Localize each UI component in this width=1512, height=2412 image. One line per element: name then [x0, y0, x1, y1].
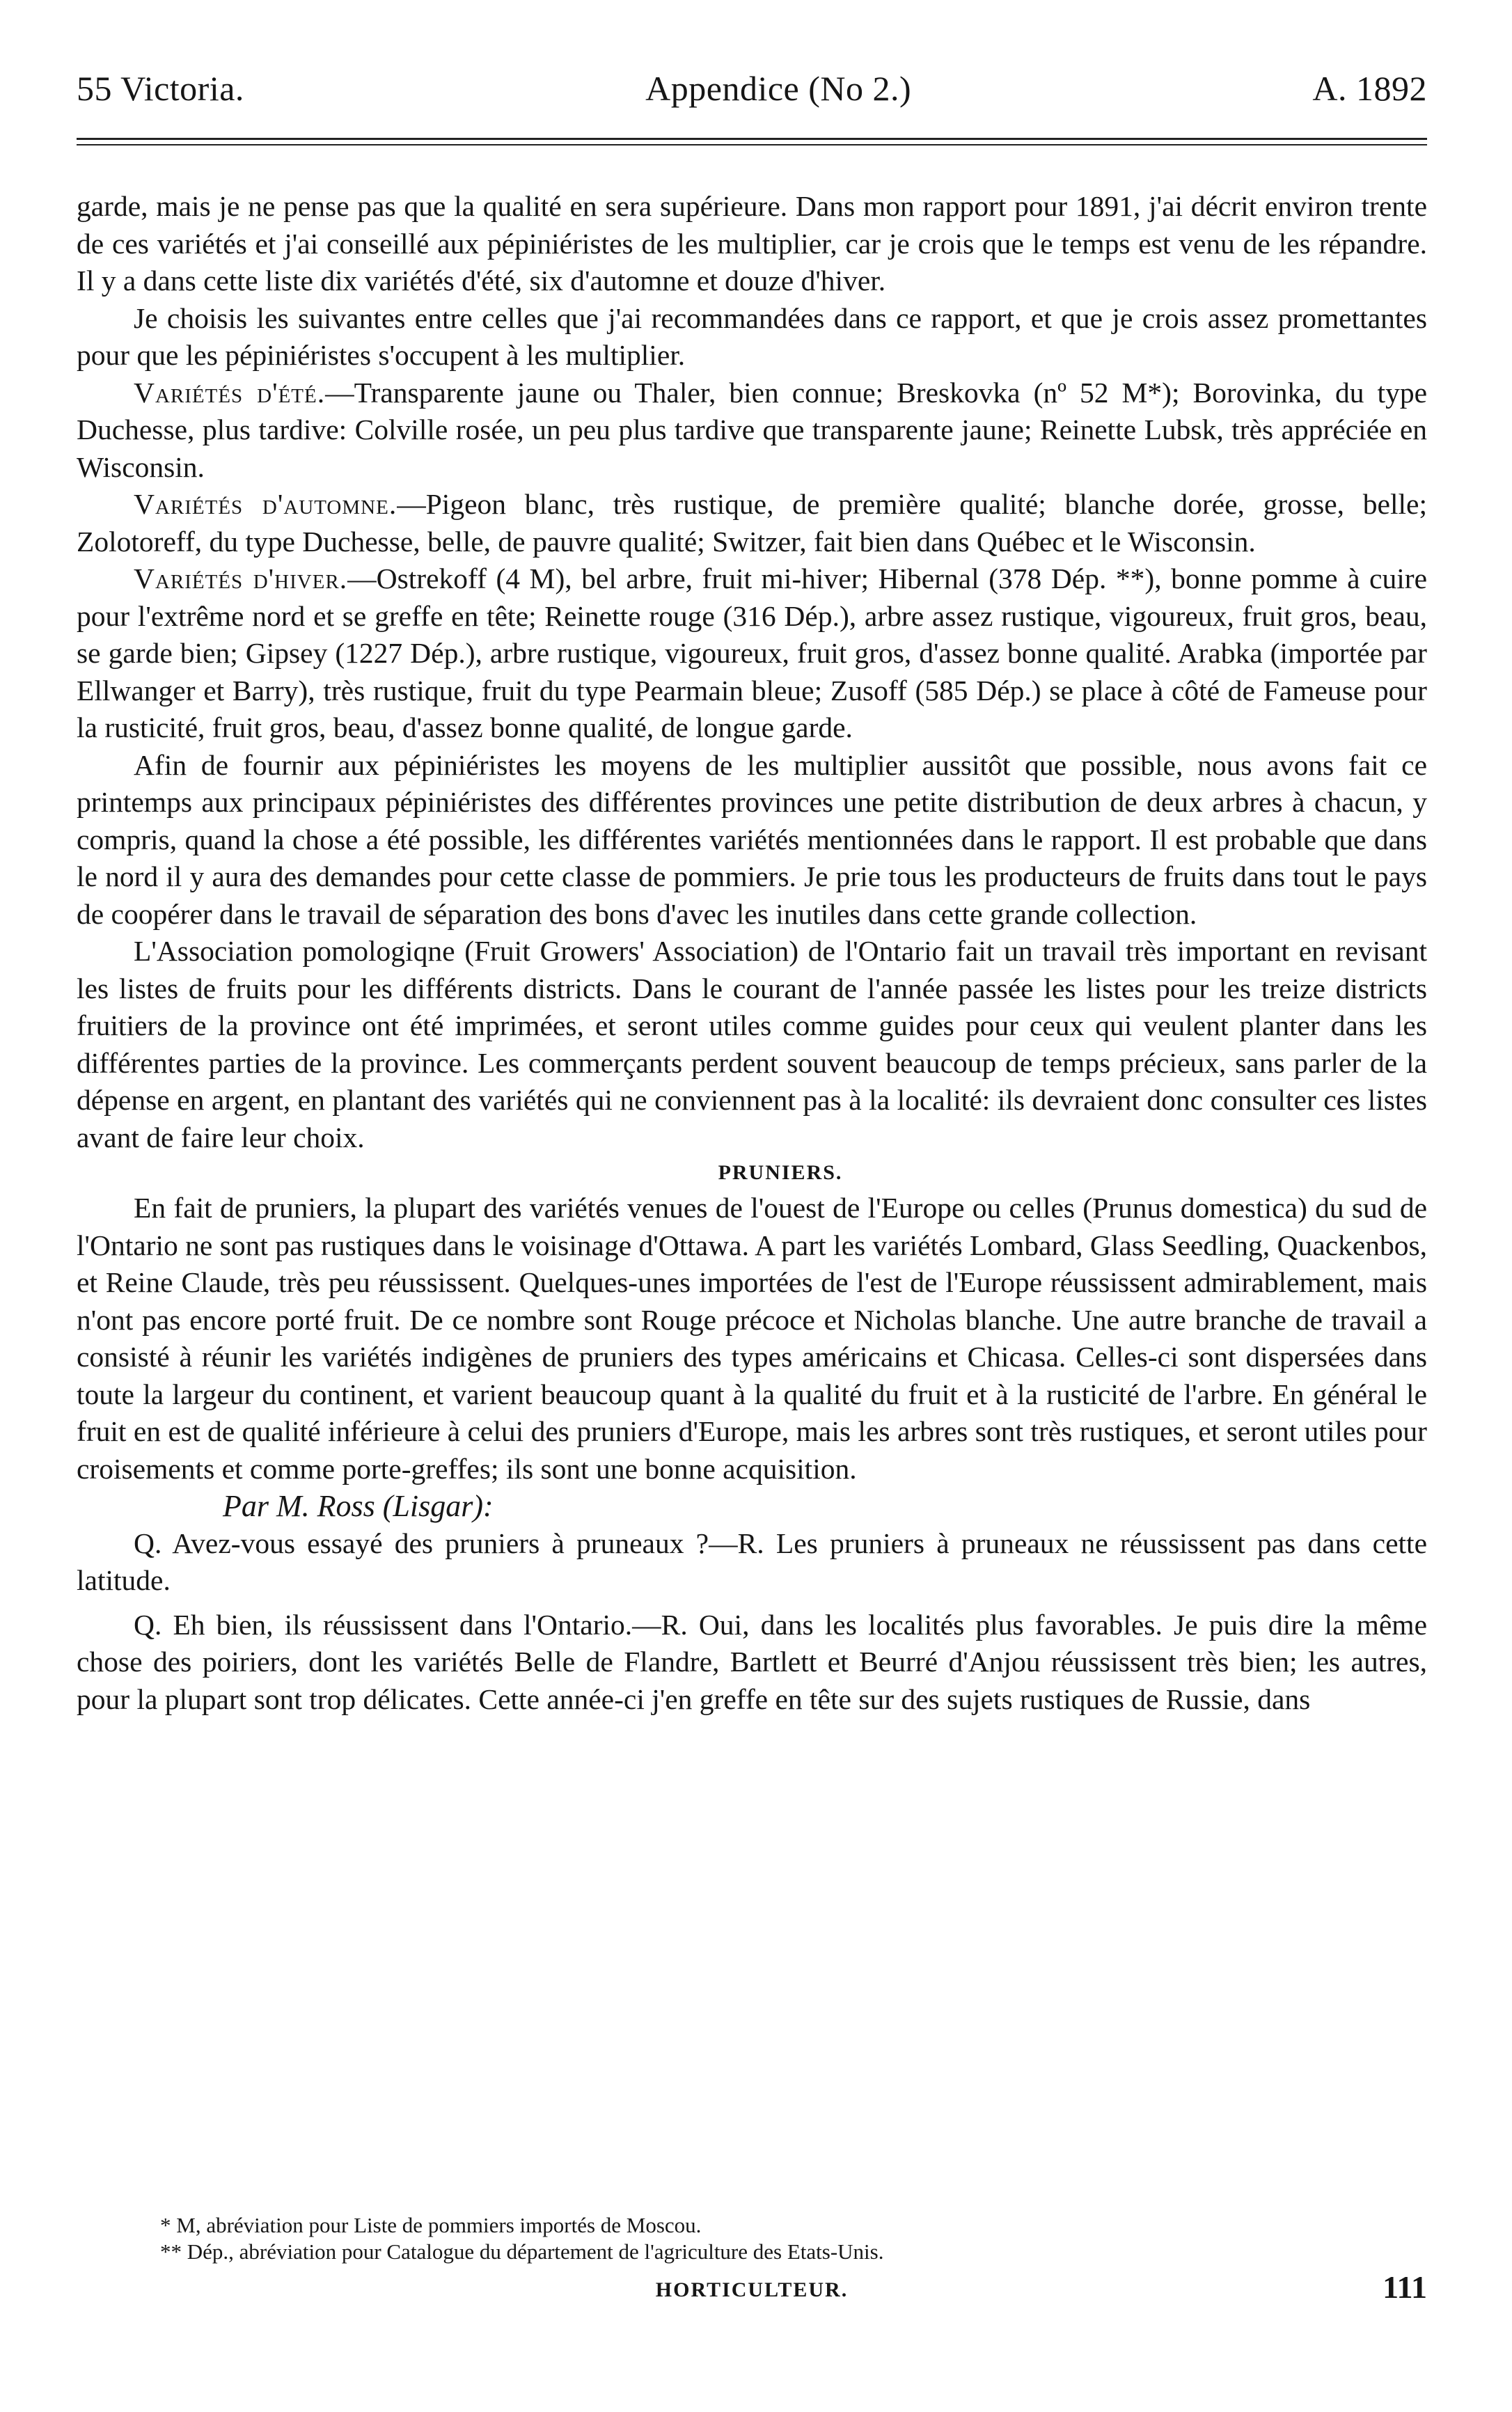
page-number: 111 [1383, 2269, 1427, 2305]
paragraph [77, 486, 1427, 560]
run-in-label: Variétés d'hiver. [134, 562, 348, 594]
paragraph [77, 375, 1427, 487]
running-header [77, 68, 1427, 109]
footnotes [160, 2212, 1344, 2265]
section-heading: PRUNIERS. [718, 1161, 843, 1184]
paragraph-text: —Ostrekoff (4 M), bel arbre, fruit mi-hiver; Hibernal (378 Dép. **), bonne pomme à cuire pour l'extrême nord et se greffe en tête; Reinette rouge (316 Dép.), arbre assez rustique, vigoureux, fruit gros, beau, se garde bien; Gipsey (1227 Dép.), arbre rustique, vigoureux, fruit gros, d'assez bonne qualité. Arabka (importée par Ellwanger et Barry), très rustique, fruit du type Pearmain bleue; Zusoff (585 Dép.) se place à côté de Fameuse pour la rusticité, fruit gros, beau, d'assez bonne qualité, de longue garde. [77, 562, 1427, 743]
run-in-label: Variétés d'été. [134, 376, 326, 409]
speaker-line: Par M. Ross (Lisgar): [223, 1489, 494, 1523]
header-rule-thick [77, 138, 1427, 140]
question-answer: Q. Avez-vous essayé des pruniers à pruneaux ?—R. Les pruniers à pruneaux ne réussissent pas dans cette latitude. [77, 1527, 1427, 1596]
header-session: 55 Victoria. [77, 69, 244, 108]
footnote: * M, abréviation pour Liste de pommiers importés de Moscou. [160, 2213, 702, 2237]
paragraph: Je choisis les suivantes entre celles que j'ai recommandées dans ce rapport, et que je crois assez promettantes pour que les pépiniéristes s'occupent à les multiplier. [77, 301, 1427, 371]
paragraph: Afin de fournir aux pépiniéristes les moyens de les multiplier aussitôt que possible, nous avons fait ce printemps aux principaux pépiniéristes des différentes provinces une petite distribution de deux arbres à chacun, y compris, quand la chose a été possible, les différentes variétés mentionnées dans le rapport. Il est probable que dans le nord il y aura des demandes pour cette classe de pommiers. Je prie tous les producteurs de fruits dans tout le pays de coopérer dans le travail de séparation des bons d'avec les inutiles dans cette grande collection. [77, 748, 1427, 930]
paragraph: garde, mais je ne pense pas que la qualité en sera supérieure. Dans mon rapport pour 1891, j'ai décrit environ trente de ces variétés et j'ai conseillé aux pépiniéristes de les multiplier, car je crois que le temps est venu de les répandre. Il y a dans cette liste dix variétés d'été, six d'automne et douze d'hiver. [77, 190, 1427, 297]
footnote: ** Dép., abréviation pour Catalogue du département de l'agriculture des Etats-Unis. [160, 2239, 884, 2264]
run-in-label: Variétés d'automne. [134, 488, 397, 520]
paragraph-text: —Transparente jaune ou Thaler, bien connue; Breskovka (nº 52 M*); Borovinka, du type Duchesse, plus tardive: Colville rosée, un peu plus tardive que transparente jaune; Reinette Lubsk, très appréciée en Wisconsin. [77, 376, 1427, 483]
question-answer: Q. Eh bien, ils réussissent dans l'Ontario.—R. Oui, dans les localités plus favorables. Je puis dire la même chose des poiriers, dont les variétés Belle de Flandre, Bartlett et Beurré d'Anjou réussissent très bien; les autres, pour la plupart sont trop délicates. Cette année-ci j'en greffe en tête sur des sujets rustiques de Russie, dans [77, 1608, 1427, 1715]
header-rule-thin [77, 144, 1427, 145]
header-appendix: Appendice (No 2.) [645, 69, 912, 108]
paragraph-text: —Pigeon blanc, très rustique, de première qualité; blanche dorée, grosse, belle; Zolotoreff, du type Duchesse, belle, de pauvre qualité; Switzer, fait bien dans Québec et le Wisconsin. [77, 488, 1427, 558]
footer-section-title: HORTICULTEUR. [655, 2278, 849, 2301]
page-footer [77, 2269, 1427, 2315]
body-text [77, 188, 1427, 1718]
header-year: A. 1892 [1312, 69, 1427, 108]
paragraph: En fait de pruniers, la plupart des variétés venues de l'ouest de l'Europe ou celles (Prunus domestica) du sud de l'Ontario ne sont pas rustiques dans le voisinage d'Ottawa. A part les variétés Lombard, Glass Seedling, Quackenbos, et Reine Claude, très peu réussissent. Quelques-unes importées de l'est de l'Europe réussissent admirablement, mais n'ont pas encore porté fruit. De ce nombre sont Rouge précoce et Nicholas blanche. Une autre branche de travail a consisté à réunir les variétés indigènes de pruniers des types américains et Chicasa. Celles-ci sont dispersées dans toute la largeur du continent, et varient beaucoup quant à la qualité du fruit et à la rusticité de l'arbre. En général le fruit en est de qualité inférieure à celui des pruniers d'Europe, mais les arbres sont très rustiques, et seront utiles pour croisements et comme porte-greffes; ils sont une bonne acquisition. [77, 1192, 1427, 1485]
paragraph: L'Association pomologiqne (Fruit Growers' Association) de l'Ontario fait un travail très important en revisant les listes de fruits pour les différents districts. Dans le courant de l'année passée les listes pour les treize districts fruitiers de la province ont été imprimées, et seront utiles comme guides pour ceux qui veulent planter dans les différentes parties de la province. Les commerçants perdent souvent beaucoup de temps précieux, sans parler de la dépense en argent, en plantant des variétés qui ne conviennent pas à la localité: ils devraient donc consulter ces listes avant de faire leur choix. [77, 935, 1427, 1153]
paragraph [77, 560, 1427, 747]
